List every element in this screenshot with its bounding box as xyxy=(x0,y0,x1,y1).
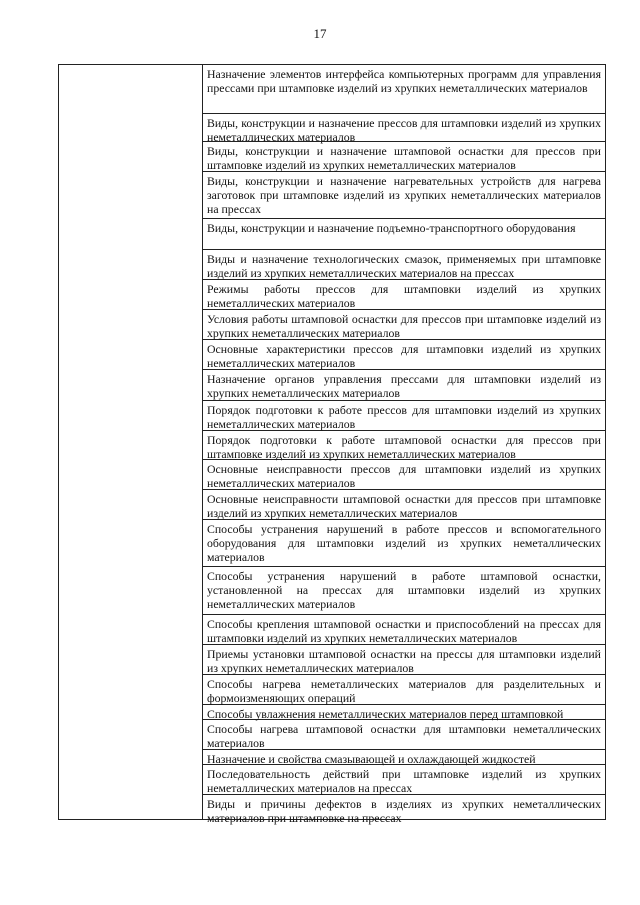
table-row: Способы нагрева неметаллических материалов для разделительных и формоизменяющих операций xyxy=(203,675,605,705)
table-row: Виды и причины дефектов в изделиях из хрупких неметаллических материалов при штамповке на прессах xyxy=(207,797,601,826)
knowledge-rows xyxy=(203,65,605,826)
table-row: Назначение элементов интерфейса компьютерных программ для управления прессами при штамповке изделий из хрупких неметаллических материалов xyxy=(203,65,605,114)
table-row: Виды, конструкции и назначение подъемно-транспортного оборудования xyxy=(203,219,605,250)
table-row: Порядок подготовки к работе штамповой оснастки для прессов при штамповке изделий из хрупких неметаллических материалов xyxy=(203,431,605,460)
table-row: Виды и назначение технологических смазок, применяемых при штамповке изделий из хрупких неметаллических материалов на прессах xyxy=(203,250,605,280)
table-row: Условия работы штамповой оснастки для прессов при штамповке изделий из хрупких неметаллических материалов xyxy=(203,310,605,340)
table-row: Режимы работы прессов для штамповки изделий из хрупких неметаллических материалов xyxy=(203,280,605,310)
table-row: Основные неисправности штамповой оснастки для прессов при штамповке изделий из хрупких неметаллических материалов xyxy=(203,490,605,520)
left-column-cell xyxy=(59,65,203,819)
table-row: Способы увлажнения неметаллических материалов перед штамповкой xyxy=(203,705,605,720)
table-row: Способы крепления штамповой оснастки и приспособлений на прессах для штамповки изделий из хрупких неметаллических материалов xyxy=(203,615,605,645)
table-row: Виды, конструкции и назначение штамповой оснастки для прессов при штамповке изделий из хрупких неметаллических материалов xyxy=(203,142,605,172)
table-row: Способы устранения нарушений в работе штамповой оснастки, установленной на прессах для штамповки изделий из хрупких неметаллических материалов xyxy=(203,567,605,615)
requirements-table xyxy=(58,64,606,826)
table-row: Способы нагрева штамповой оснастки для штамповки неметаллических материалов xyxy=(203,720,605,750)
table-row: Основные характеристики прессов для штамповки изделий из хрупких неметаллических материалов xyxy=(203,340,605,370)
table-row: Последовательность действий при штамповке изделий из хрупких неметаллических материалов на прессах xyxy=(203,765,605,795)
table-row: Порядок подготовки к работе прессов для штамповки изделий из хрупких неметаллических материалов xyxy=(203,401,605,431)
table-row: Виды, конструкции и назначение прессов для штамповки изделий из хрупких неметаллических материалов xyxy=(203,114,605,142)
table-row: Способы устранения нарушений в работе прессов и вспомогательного оборудования для штамповки изделий из хрупких неметаллических материалов xyxy=(203,520,605,567)
table-row: Основные неисправности прессов для штамповки изделий из хрупких неметаллических материалов xyxy=(203,460,605,490)
table-row: Виды, конструкции и назначение нагревательных устройств для нагрева заготовок при штамповке изделий из хрупких неметаллических материалов на прессах xyxy=(203,172,605,219)
table-row: Назначение органов управления прессами для штамповки изделий из хрупких неметаллических материалов xyxy=(203,370,605,401)
table-row: Назначение и свойства смазывающей и охлаждающей жидкостей xyxy=(203,750,605,765)
table-row: Приемы установки штамповой оснастки на прессы для штамповки изделий из хрупких неметаллических материалов xyxy=(203,645,605,675)
page-number: 17 xyxy=(313,26,327,41)
